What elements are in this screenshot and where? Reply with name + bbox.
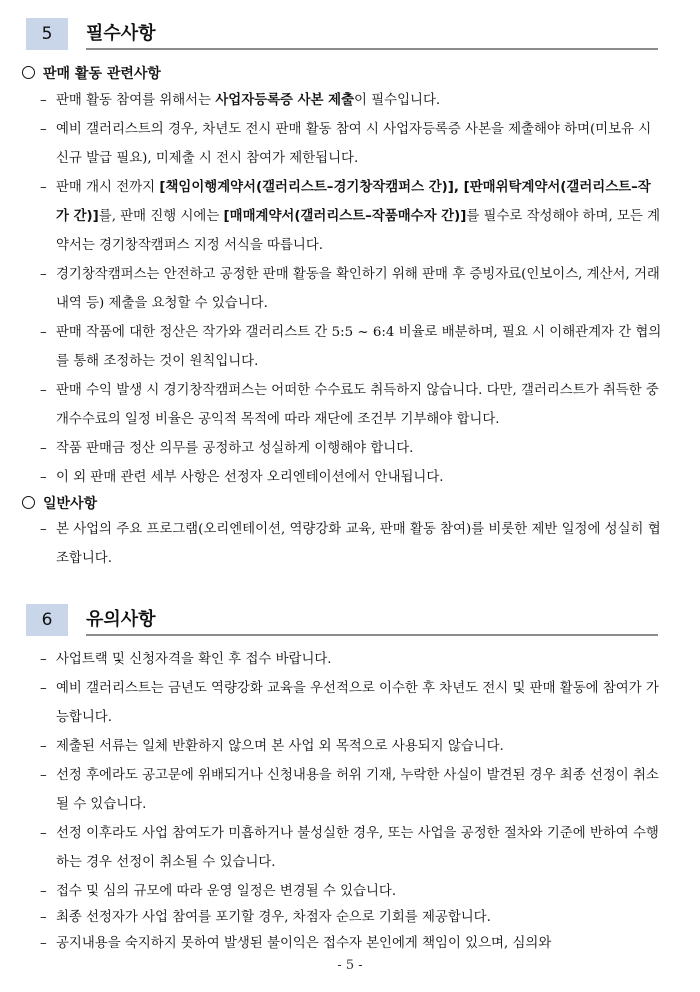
list-item: – 선정 후에라도 공고문에 위배되거나 신청내용을 허위 기재, 누락한 사실이 발견된 경우 최종 선정이 취소될 수 있습니다. <box>40 761 662 819</box>
emphasis-text: [매매계약서(갤러리스트–작품매수자 간)] <box>223 209 467 224</box>
section-title: 필수사항 <box>86 23 156 44</box>
dash-bullet: – <box>40 936 47 951</box>
dash-bullet: – <box>40 739 47 754</box>
dash-bullet: – <box>40 267 47 282</box>
list-item: – 판매 개시 전까지 [책임이행계약서(갤러리스트–경기창작캠퍼스 간)], [판매위탁계약서(갤러리스트–작가 간)]를, 판매 진행 시에는 [매매계약서(갤러리스트–작품매수자 간)]를 필수로 작성해야 하며, 모든 계약서는 경기창작캠퍼스 지정 서식을 따릅니다. <box>40 173 662 260</box>
list-item: – 판매 활동 참여를 위해서는 사업자등록증 사본 제출이 필수입니다. <box>40 86 662 115</box>
section-number: 5 <box>26 18 68 50</box>
section-5-header <box>26 18 658 50</box>
emphasis-text: 사업자등록증 사본 제출 <box>215 93 355 108</box>
page-number: - 5 - <box>337 958 363 973</box>
dash-bullet: – <box>40 652 47 667</box>
dash-bullet: – <box>40 681 47 696</box>
list-item: – 공지내용을 숙지하지 못하여 발생된 불이익은 접수자 본인에게 책임이 있으며, 심의와 <box>40 929 662 958</box>
subsection-heading: 판매 활동 관련사항 <box>22 62 161 86</box>
list-item: – 선정 이후라도 사업 참여도가 미흡하거나 불성실한 경우, 또는 사업을 공정한 절차와 기준에 반하여 수행하는 경우 선정이 취소될 수 있습니다. <box>40 819 662 877</box>
dash-bullet: – <box>40 522 47 537</box>
section-6-header <box>26 604 658 636</box>
dash-bullet: – <box>40 768 47 783</box>
subsection-heading: 일반사항 <box>22 492 97 516</box>
dash-bullet: – <box>40 470 47 485</box>
list-item: – 본 사업의 주요 프로그램(오리엔테이션, 역량강화 교육, 판매 활동 참여)를 비롯한 제반 일정에 성실히 협조합니다. <box>40 515 662 573</box>
list-item: – 예비 갤러리스트는 금년도 역량강화 교육을 우선적으로 이수한 후 차년도 전시 및 판매 활동에 참여가 가능합니다. <box>40 674 662 732</box>
list-item: – 제출된 서류는 일체 반환하지 않으며 본 사업 외 목적으로 사용되지 않습니다. <box>40 732 662 761</box>
dash-bullet: – <box>40 325 47 340</box>
dash-bullet: – <box>40 826 47 841</box>
dash-bullet: – <box>40 180 47 195</box>
section-title: 유의사항 <box>86 609 156 630</box>
list-item: – 예비 갤러리스트의 경우, 차년도 전시 판매 활동 참여 시 사업자등록증 사본을 제출해야 하며(미보유 시 신규 발급 필요), 미제출 시 전시 참여가 제한됩니다. <box>40 115 662 173</box>
list-item: – 판매 수익 발생 시 경기창작캠퍼스는 어떠한 수수료도 취득하지 않습니다. 다만, 갤러리스트가 취득한 중개수수료의 일정 비율은 공익적 목적에 따라 재단에 조건부 기부해야 합니다. <box>40 376 662 434</box>
dash-bullet: – <box>40 441 47 456</box>
list-item: – 경기창작캠퍼스는 안전하고 공정한 판매 활동을 확인하기 위해 판매 후 증빙자료(인보이스, 계산서, 거래내역 등) 제출을 요청할 수 있습니다. <box>40 260 662 318</box>
section-number: 6 <box>26 604 68 636</box>
circle-bullet-icon <box>22 496 35 509</box>
dash-bullet: – <box>40 122 47 137</box>
emphasis-text: [책임이행계약서(갤러리스트–경기창작캠퍼스 간)], [판매위탁계약서(갤러리스트–작가 간)] <box>56 180 651 224</box>
list-item: – 이 외 판매 관련 세부 사항은 선정자 오리엔테이션에서 안내됩니다. <box>40 463 662 492</box>
section-rule <box>86 634 658 636</box>
dash-bullet: – <box>40 93 47 108</box>
section-rule <box>86 48 658 50</box>
list-item: – 판매 작품에 대한 정산은 작가와 갤러리스트 간 5:5 ~ 6:4 비율로 배분하며, 필요 시 이해관계자 간 협의를 통해 조정하는 것이 원칙입니다. <box>40 318 662 376</box>
dash-bullet: – <box>40 884 47 899</box>
dash-bullet: – <box>40 910 47 925</box>
list-item: – 최종 선정자가 사업 참여를 포기할 경우, 차점자 순으로 기회를 제공합니다. <box>40 903 662 932</box>
circle-bullet-icon <box>22 66 35 79</box>
list-item: – 사업트랙 및 신청자격을 확인 후 접수 바랍니다. <box>40 645 662 674</box>
dash-bullet: – <box>40 383 47 398</box>
list-item: – 접수 및 심의 규모에 따라 운영 일정은 변경될 수 있습니다. <box>40 877 662 906</box>
list-item: – 작품 판매금 정산 의무를 공정하고 성실하게 이행해야 합니다. <box>40 434 662 463</box>
